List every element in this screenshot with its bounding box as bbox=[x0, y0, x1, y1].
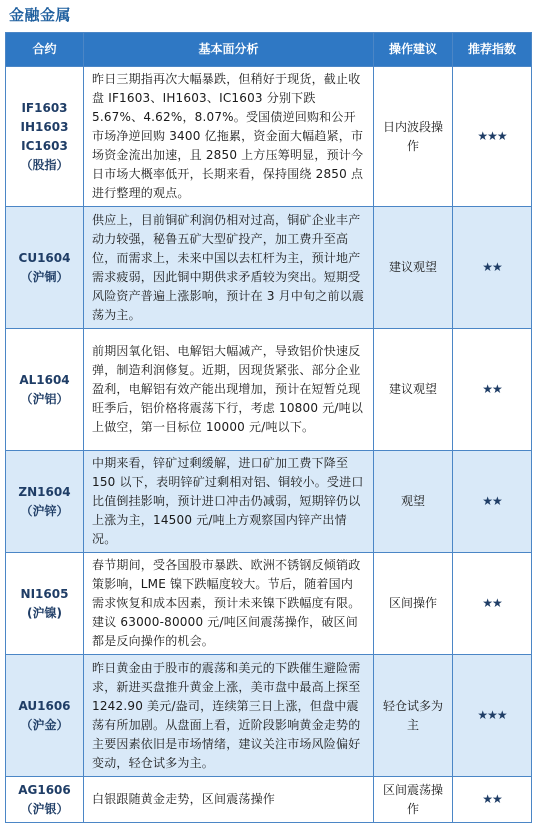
table-row bbox=[6, 451, 532, 553]
table-row bbox=[6, 553, 532, 655]
page-title: 金融金属 bbox=[9, 6, 72, 24]
table-row bbox=[6, 67, 532, 207]
advice-cell: 建议观望 bbox=[374, 329, 453, 451]
advice-cell: 观望 bbox=[374, 451, 453, 553]
analysis-cell: 白银跟随黄金走势，区间震荡操作 bbox=[84, 777, 374, 823]
contract-cell: AG1606 （沪银） bbox=[6, 777, 84, 823]
table-row bbox=[6, 207, 532, 329]
rating-stars: ★★ bbox=[453, 207, 532, 329]
analysis-cell: 中期来看，锌矿过剩缓解，进口矿加工费下降至 150 以下，表明锌矿过剩相对铝、铜较小。受进口比值倒挂影响，预计进口冲击仍减弱，短期锌仍以上涨为主，14500 元/吨上方观察国内锌产出情况。 bbox=[84, 451, 374, 553]
advice-cell: 建议观望 bbox=[374, 207, 453, 329]
rating-stars: ★★ bbox=[453, 329, 532, 451]
table-header-row bbox=[6, 33, 532, 67]
futures-advice-table bbox=[5, 32, 532, 823]
analysis-cell: 供应上，目前铜矿利润仍相对过高，铜矿企业丰产动力较强，秘鲁五矿大型矿投产，加工费升至高位，而需求上，未来中国以去杠杆为主，预计地产需求疲弱，因此铜中期供求矛盾较为突出。短期受风险资产普遍上涨影响，预计在 3 月中旬之前以震荡为主。 bbox=[84, 207, 374, 329]
analysis-cell: 昨日黄金由于股市的震荡和美元的下跌催生避险需求，新进买盘推升黄金上涨，美市盘中最高上探至 1242.90 美元/盎司，连续第三日上涨，但盘中震荡有所加剧。从盘面上看，近阶段影响黄金走势的主要因素依旧是市场情绪，建议关注市场风险偏好变动，轻仓试多为主。 bbox=[84, 655, 374, 777]
rating-stars: ★★ bbox=[453, 451, 532, 553]
rating-stars: ★★ bbox=[453, 777, 532, 823]
table-row bbox=[6, 329, 532, 451]
header-contract: 合约 bbox=[6, 33, 84, 67]
contract-cell: ZN1604 （沪锌） bbox=[6, 451, 84, 553]
contract-cell: NI1605 (沪镍) bbox=[6, 553, 84, 655]
advice-cell: 区间震荡操作 bbox=[374, 777, 453, 823]
rating-stars: ★★★ bbox=[453, 655, 532, 777]
header-rating: 推荐指数 bbox=[453, 33, 532, 67]
table-row bbox=[6, 655, 532, 777]
advice-cell: 区间操作 bbox=[374, 553, 453, 655]
contract-cell: IF1603 IH1603 IC1603 （股指） bbox=[6, 67, 84, 207]
advice-cell: 日内波段操作 bbox=[374, 67, 453, 207]
contract-cell: AL1604 （沪铝） bbox=[6, 329, 84, 451]
rating-stars: ★★★ bbox=[453, 67, 532, 207]
contract-cell: CU1604 （沪铜） bbox=[6, 207, 84, 329]
header-analysis: 基本面分析 bbox=[84, 33, 374, 67]
analysis-cell: 春节期间，受各国股市暴跌、欧洲不锈钢反倾销政策影响，LME 镍下跌幅度较大。节后，随着国内需求恢复和成本因素，预计未来镍下跌幅度有限。建议 63000-80000 元/吨区间震荡操作，破区间都是反向操作的机会。 bbox=[84, 553, 374, 655]
rating-stars: ★★ bbox=[453, 553, 532, 655]
analysis-cell: 前期因氧化铝、电解铝大幅减产，导致铝价快速反弹，制造利润修复。近期，因现货紧张、部分企业盈利，电解铝有效产能出现增加，预计在短暂兑现旺季后，铝价格将震荡下行，考虑 10800 元/吨以上做空，第一目标位 10000 元/吨以下。 bbox=[84, 329, 374, 451]
contract-cell: AU1606 （沪金） bbox=[6, 655, 84, 777]
table-row bbox=[6, 777, 532, 823]
header-advice: 操作建议 bbox=[374, 33, 453, 67]
advice-cell: 轻仓试多为主 bbox=[374, 655, 453, 777]
analysis-cell: 昨日三期指再次大幅暴跌，但稍好于现货，截止收盘 IF1603、IH1603、IC1603 分别下跌 5.67%、4.62%，8.07%。受国债逆回购和公开市场净逆回购 3400 亿拖累，资金面大幅趋紧，市场资金流出加速，且 2850 上方压筹明显，预计今日市场大概率低开，长期来看，保持围绕 2850 点进行整理的观点。 bbox=[84, 67, 374, 207]
